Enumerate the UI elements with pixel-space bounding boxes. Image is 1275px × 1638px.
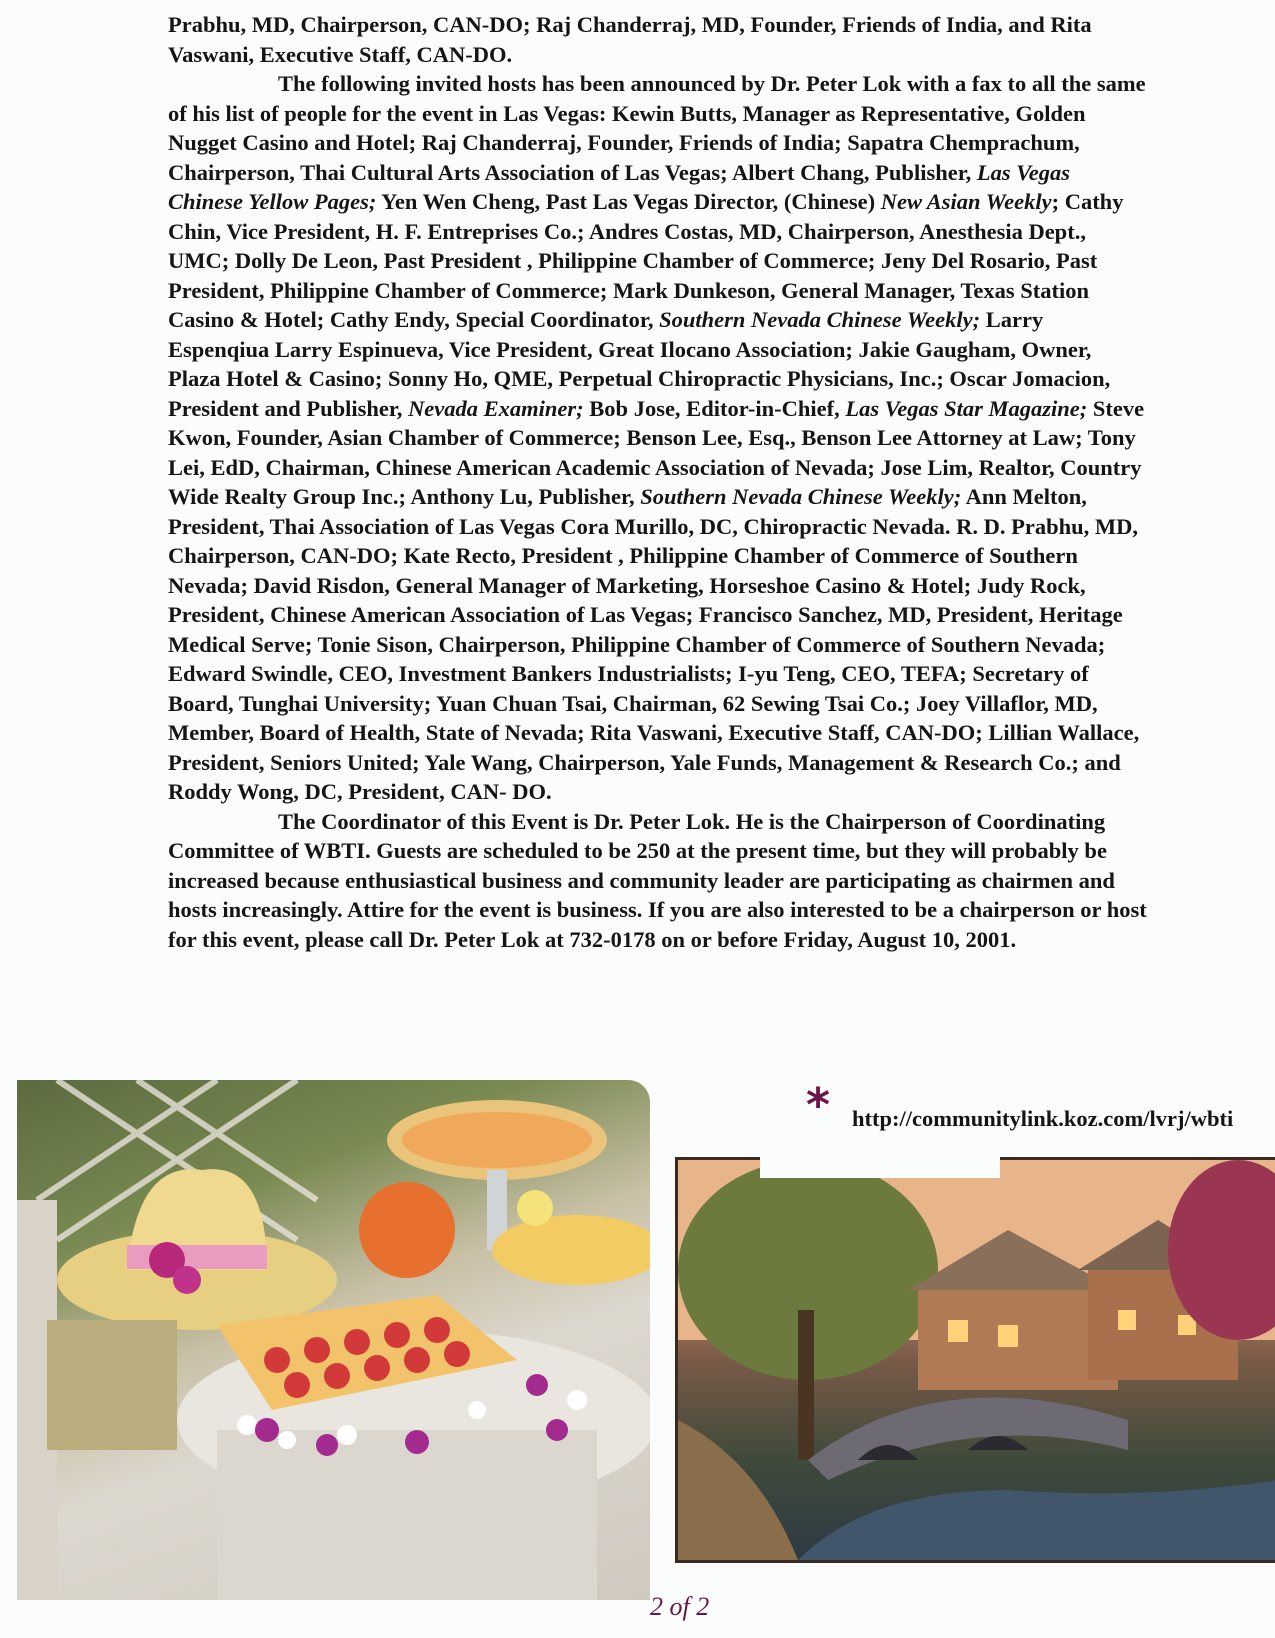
paragraph-2 — [168, 69, 1148, 807]
page-number-mark: 2 of 2 — [650, 1592, 710, 1621]
paragraph-1: Prabhu, MD, Chairperson, CAN-DO; Raj Chanderraj, MD, Founder, Friends of India, and Rita Vaswani, Executive Staff, CAN-DO. — [168, 12, 1092, 67]
hosts-text-d: Larry Espenqiua Larry Espinueva, Vice President, Great Ilocano Association; Jakie Gaugham, Owner, Plaza Hotel & Casino; Sonny Ho, QME, Perpetual Chiropractic Physicians, Inc.; Oscar Jomacion, President and Publisher, — [168, 307, 1111, 421]
source-url: http://communitylink.koz.com/lvrj/wbti — [852, 1106, 1234, 1131]
publication-name: Las Vegas Star Magazine; — [845, 395, 1088, 421]
paragraph-3 — [168, 807, 1148, 955]
publication-name: New Asian Weekly — [880, 189, 1052, 214]
publication-name: Nevada Examiner; — [408, 395, 584, 421]
handwritten-asterisk: * — [806, 1078, 831, 1132]
publication-name: Las Vegas Chinese Yellow Pages; — [168, 159, 1071, 214]
cottage-painting — [675, 1157, 1275, 1563]
hosts-text-e: Bob Jose, Editor-in-Chief, — [589, 395, 840, 421]
publication-name: Southern Nevada Chinese Weekly; — [659, 307, 981, 332]
hosts-text-b: Yen Wen Cheng, Past Las Vegas Director, (Chinese) — [381, 189, 876, 214]
article-body — [168, 10, 1148, 954]
coordinator-text: The Coordinator of this Event is Dr. Peter Lok. He is the Chairperson of Coordinating Committee of WBTI. Guests are scheduled to be 250 at the present time, but they will probably be increased because enthusiastical business and community leader are participating as chairmen and hosts increasingly. Attire for the event is business. If you are also interested to be a chairperson or host for this event, please call Dr. Peter Lok at 732-0178 on or before Friday, August 10, 2001. — [168, 808, 1147, 952]
publication-name: Southern Nevada Chinese Weekly; — [640, 484, 962, 509]
cottage-illustration — [678, 1160, 1275, 1560]
hosts-text-a: The following invited hosts has been announced by Dr. Peter Lok with a fax to all the same of his list of people for the event in Las Vegas: Kewin Butts, Manager as Representative, Golden Nugget Casino and Hotel; Raj Chanderraj, Founder, Friends of India; Sapatra Chemprachum, Chairperson, Thai Cultural Arts Association of Las Vegas; Albert Chang, Publisher, — [168, 71, 1146, 185]
picnic-photo — [17, 1080, 650, 1600]
hosts-text-f: Steve Kwon, Founder, Asian Chamber of Commerce; Benson Lee, Esq., Benson Lee Attorney at Law; Tony Lei, EdD, Chairman, Chinese American Academic Association of Nevada; Jose Lim, Realtor, Country Wide Realty Group Inc.; Anthony Lu, Publisher, — [168, 395, 1145, 509]
picnic-illustration — [17, 1080, 650, 1600]
painting-cutout — [760, 1148, 1000, 1178]
hosts-text-g: Ann Melton, President, Thai Association of Las Vegas Cora Murillo, DC, Chiropractic Nevada. R. D. Prabhu, MD, Chairperson, CAN-DO; Kate Recto, President , Philippine Chamber of Commerce of Southern Nevada; David Risdon, General Manager of Marketing, Horseshoe Casino & Hotel; Judy Rock, President, Chinese American Association of Las Vegas; Francisco Sanchez, MD, President, Heritage Medical Serve; Tonie Sison, Chairperson, Philippine Chamber of Commerce of Southern Nevada; Edward Swindle, CEO, Investment Bankers Industrialists; I-yu Teng, CEO, TEFA; Secretary of Board, Tunghai University; Yuan Chuan Tsai, Chairman, 62 Sewing Tsai Co.; Joey Villaflor, MD, Member, Board of Health, State of Nevada; Rita Vaswani, Executive Staff, CAN-DO; Lillian Wallace, President, Seniors United; Yale Wang, Chairperson, Yale Funds, Management & Research Co.; and Roddy Wong, DC, President, CAN- DO. — [168, 484, 1140, 804]
hosts-text-c: ; Cathy Chin, Vice President, H. F. Entreprises Co.; Andres Costas, MD, Chairperson, Anesthesia Dept., UMC; Dolly De Leon, Past President , Philippine Chamber of Commerce; Jeny Del Rosario, Past President, Philippine Chamber of Commerce; Mark Dunkeson, General Manager, Texas Station Casino & Hotel; Cathy Endy, Special Coordinator, — [168, 189, 1124, 332]
